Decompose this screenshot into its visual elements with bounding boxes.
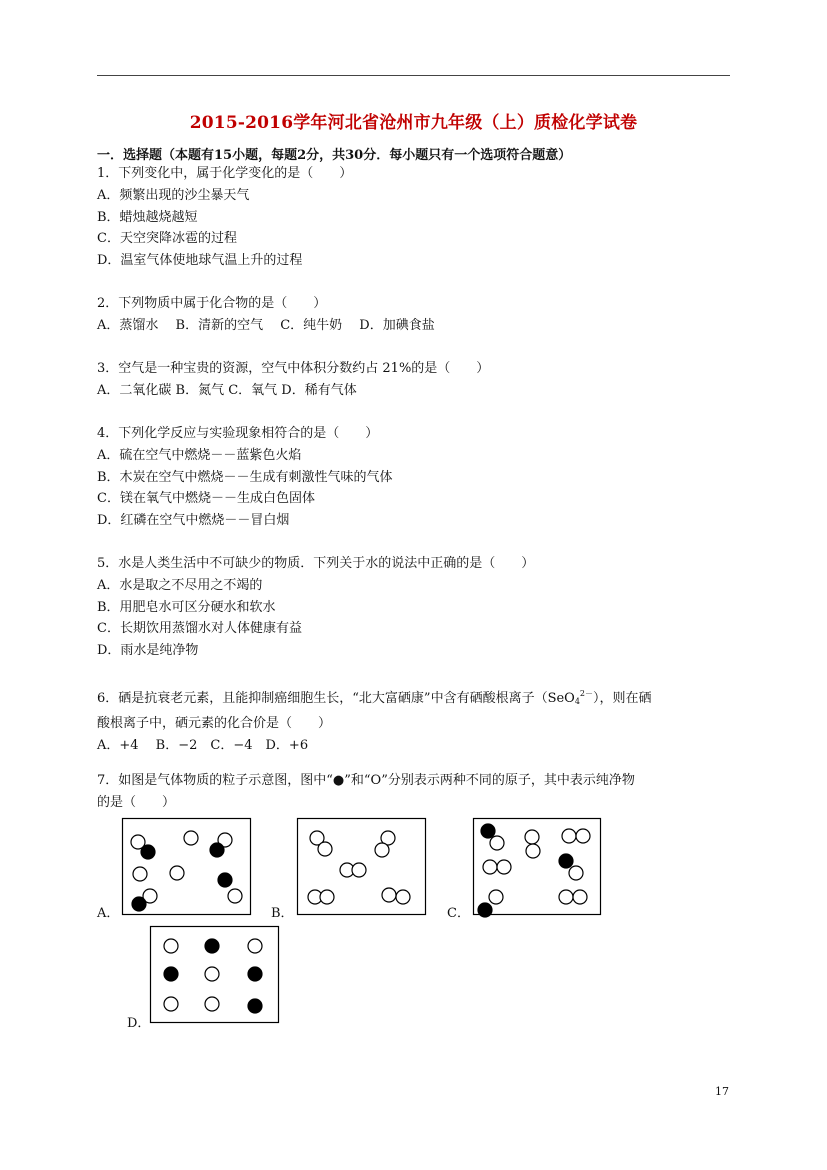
- diagram-a: [122, 818, 251, 915]
- option-d: D．雨水是纯净物: [97, 643, 199, 659]
- stem-text: 6．硒是抗衰老元素，且能抑制癌细胞生长，“北大富硒康”中含有硒酸根离子（SeO: [97, 691, 575, 706]
- diagram-label-b: B．: [271, 906, 294, 921]
- question-stem-line2: 的是（ ）: [97, 794, 176, 810]
- page-number: 17: [715, 1085, 729, 1098]
- diagram-label-c: C．: [447, 906, 470, 921]
- question-6: [97, 683, 737, 756]
- option-d: D．温室气体使地球气温上升的过程: [97, 253, 303, 269]
- question-stem-line1: [97, 683, 737, 713]
- question-stem: 5．水是人类生活中不可缺少的物质．下列关于水的说法中正确的是（ ）: [97, 556, 535, 571]
- question-stem-line1: 7．如图是气体物质的粒子示意图，图中“●”和“O”分别表示两种不同的原子，其中表示纯净物: [97, 773, 635, 788]
- option-b: B．用肥皂水可区分硬水和软水: [97, 599, 276, 615]
- diagram-b: [297, 818, 426, 915]
- diagram-d: [150, 926, 279, 1023]
- question-5: [97, 553, 737, 662]
- question-stem: 4．下列化学反应与实验现象相符合的是（ ）: [97, 426, 379, 441]
- option-a: A．水是取之不尽用之不竭的: [97, 577, 263, 593]
- diagram-c: [473, 818, 601, 915]
- page-title: 2015-2016学年河北省沧州市九年级（上）质检化学试卷: [189, 113, 638, 133]
- option-d: D．红磷在空气中燃烧－－冒白烟: [97, 513, 290, 529]
- superscript: 2－: [579, 689, 594, 698]
- section-heading: 一．选择题（本题有15小题，每题2分，共30分．每小题只有一个选项符合题意）: [97, 148, 572, 163]
- option-c: C．天空突降冰雹的过程: [97, 231, 237, 247]
- question-stem-line2: 酸根离子中，硒元素的化合价是（ ）: [97, 715, 332, 731]
- options-line: A．+4 B．−2 C．−4 D．+6: [97, 737, 309, 753]
- diagram-label-a: A．: [97, 906, 120, 921]
- option-a: A．频繁出现的沙尘暴天气: [97, 187, 250, 203]
- header-rule: [97, 75, 730, 76]
- question-stem: 2．下列物质中属于化合物的是（ ）: [97, 296, 327, 311]
- question-2: [97, 293, 737, 337]
- option-a: A．硫在空气中燃烧－－蓝紫色火焰: [97, 447, 302, 463]
- diagram-label-d: D．: [127, 1016, 151, 1031]
- question-stem: 1．下列变化中，属于化学变化的是（ ）: [97, 166, 353, 181]
- question-stem: 3．空气是一种宝贵的资源，空气中体积分数约占 21%的是（ ）: [97, 361, 490, 376]
- question-1: [97, 163, 737, 272]
- question-4: [97, 423, 737, 532]
- question-3: [97, 358, 737, 402]
- option-c: C．长期饮用蒸馏水对人体健康有益: [97, 621, 302, 637]
- option-b: B．蜡烛越烧越短: [97, 209, 198, 225]
- options-line: A．二氧化碳 B．氮气 C．氧气 D．稀有气体: [97, 382, 357, 398]
- question-7: [97, 770, 737, 814]
- option-c: C．镁在氧气中燃烧－－生成白色固体: [97, 491, 315, 507]
- options-line: A．蒸馏水 B．清新的空气 C．纯牛奶 D．加碘食盐: [97, 317, 435, 333]
- subscript: 4: [574, 697, 580, 706]
- stem-text-tail: ），则在硒: [593, 691, 652, 706]
- option-b: B．木炭在空气中燃烧－－生成有刺激性气味的气体: [97, 469, 393, 485]
